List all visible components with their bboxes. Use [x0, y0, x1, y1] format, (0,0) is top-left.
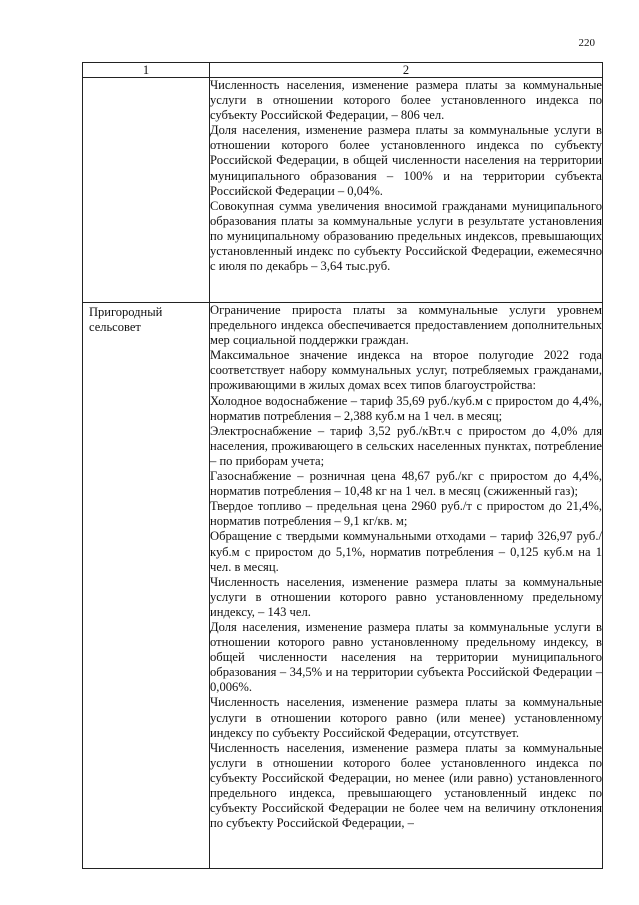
table-row [83, 78, 603, 303]
header-col-2: 2 [210, 63, 603, 78]
paragraph: Численность населения, изменение размера платы за коммунальные услуги в отношении которого более установленного индекса по субъекту Российской Федерации, но менее (или равно) установленного предельного индекса, превышающего установленный индекс по субъекту Российской Федерации не более чем на величину отклонения по субъекту Российской Федерации, – [210, 740, 602, 831]
paragraph: Газоснабжение – розничная цена 48,67 руб./кг с приростом до 4,4%, норматив потребления – 10,48 кг на 1 чел. в месяц (сжиженный газ); [210, 469, 602, 499]
territory-name: Пригородный сельсовет [89, 305, 163, 334]
description-cell [210, 78, 603, 303]
paragraph: Холодное водоснабжение – тариф 35,69 руб./куб.м с приростом до 4,4%, норматив потребления – 2,388 куб.м на 1 чел. в месяц; [210, 393, 602, 423]
paragraph: Совокупная сумма увеличения вносимой гражданами муниципального образования платы за коммунальные услуги в результате установления по муниципальному образованию предельных индексов, превышающих установленный индекс по субъекту Российской Федерации, ежемесячно с июля по декабрь – 3,64 тыс.руб. [210, 198, 602, 274]
paragraph: Доля населения, изменение размера платы за коммунальные услуги в отношении которого более установленного индекса по субъекту Российской Федерации, в общей численности населения на территории муниципального образования – 100% и на территории субъекта Российской Федерации – 0,04%. [210, 123, 602, 198]
territory-cell [83, 78, 210, 303]
paragraph: Численность населения, изменение размера платы за коммунальные услуги в отношении которого равно установленному предельному индексу, – 143 чел. [210, 574, 602, 619]
paragraph: Твердое топливо – предельная цена 2960 руб./т с приростом до 21,4%, норматив потребления – 9,1 кг/кв. м; [210, 499, 602, 529]
paragraph: Обращение с твердыми коммунальными отходами – тариф 326,97 руб./куб.м с приростом до 5,1%, норматив потребления – 0,125 куб.м на 1 чел. в месяц. [210, 529, 602, 574]
paragraph: Ограничение прироста платы за коммунальные услуги уровнем предельного индекса обеспечивается предоставлением дополнительных мер социальной поддержки граждан. [210, 303, 602, 348]
territory-name [83, 78, 209, 80]
header-col-1: 1 [83, 63, 210, 78]
table-row [83, 303, 603, 869]
paragraph: Электроснабжение – тариф 3,52 руб./кВт.ч с приростом до 4,0% для населения, проживающего в сельских населенных пунктах, потребление – по приборам учета; [210, 423, 602, 468]
paragraph: Численность населения, изменение размера платы за коммунальные услуги в отношении которого равно (или менее) установленному индексу по субъекту Российской Федерации, отсутствует. [210, 695, 602, 740]
page-number: 220 [578, 37, 595, 49]
table-header-row [83, 63, 603, 78]
description-cell [210, 303, 603, 869]
paragraph: Доля населения, изменение размера платы за коммунальные услуги в отношении которого равно установленному предельному индексу, в общей численности населения на территории муниципального образования – 34,5% и на территории субъекта Российской Федерации – 0,006%. [210, 619, 602, 695]
paragraph: Численность населения, изменение размера платы за коммунальные услуги в отношении которого более установленного индекса по субъекту Российской Федерации, – 806 чел. [210, 78, 602, 123]
paragraph: Максимальное значение индекса на второе полугодие 2022 года соответствует набору коммунальных услуг, потребляемых гражданами, проживающими в жилых домах всех типов благоустройства: [210, 348, 602, 393]
territory-cell [83, 303, 210, 869]
tariff-table [82, 62, 603, 869]
